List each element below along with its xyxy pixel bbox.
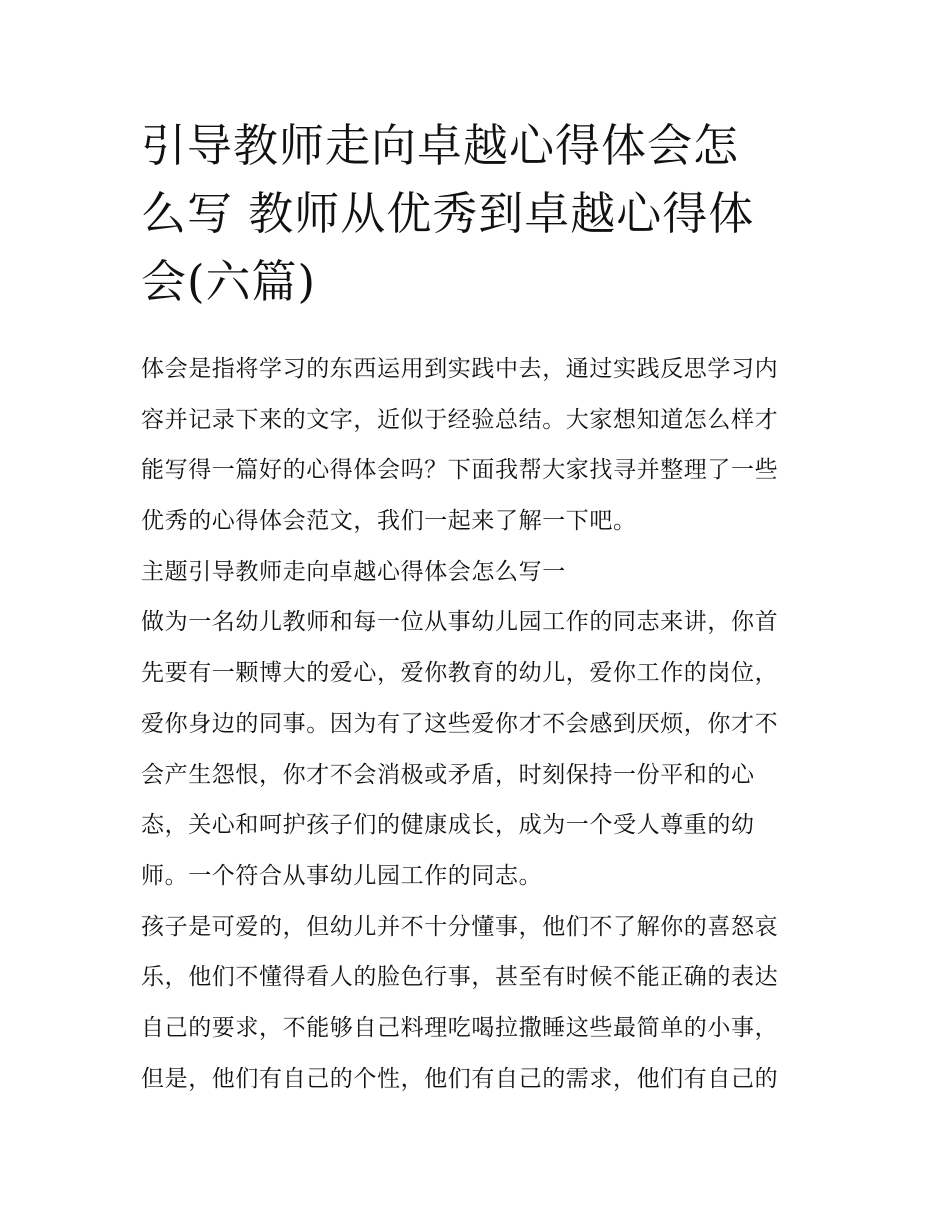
text-line: 师。一个符合从事幼儿园工作的同志。 bbox=[141, 862, 543, 889]
text-line: 爱你身边的同事。因为有了这些爱你才不会感到厌烦，你才不 bbox=[141, 710, 779, 737]
text-line: 孩子是可爱的，但幼儿并不十分懂事，他们不了解你的喜怒哀 bbox=[141, 913, 779, 940]
text-line: 优秀的心得体会范文，我们一起来了解一下吧。 bbox=[141, 508, 637, 535]
text-line: 先要有一颗博大的爱心，爱你教育的幼儿，爱你工作的岗位， bbox=[141, 660, 779, 687]
text-line: 自己的要求，不能够自己料理吃喝拉撒睡这些最简单的小事， bbox=[141, 1014, 779, 1041]
text-line: 态，关心和呵护孩子们的健康成长，成为一个受人尊重的幼 bbox=[141, 812, 755, 839]
document-title bbox=[141, 112, 813, 316]
title-line: 会(六篇) bbox=[141, 255, 317, 308]
document-body bbox=[141, 344, 813, 1104]
text-line: 容并记录下来的文字，近似于经验总结。大家想知道怎么样才 bbox=[141, 406, 779, 433]
text-line: 乐，他们不懂得看人的脸色行事，甚至有时候不能正确的表达 bbox=[141, 964, 779, 991]
text-line: 体会是指将学习的东西运用到实践中去，通过实践反思学习内 bbox=[141, 356, 779, 382]
title-line: 么写 教师从优秀到卓越心得体 bbox=[141, 187, 755, 240]
text-line: 能写得一篇好的心得体会吗？下面我帮大家找寻并整理了一些 bbox=[141, 457, 779, 484]
section-heading: 主题引导教师走向卓越心得体会怎么写一 bbox=[141, 558, 566, 585]
title-line: 引导教师走向卓越心得体会怎 bbox=[141, 119, 740, 172]
document-content bbox=[141, 112, 813, 1104]
text-line: 做为一名幼儿教师和每一位从事幼儿园工作的同志来讲，你首 bbox=[141, 609, 779, 636]
text-line: 会产生怨恨，你才不会消极或矛盾，时刻保持一份平和的心 bbox=[141, 761, 755, 788]
text-line: 但是，他们有自己的个性，他们有自己的需求，他们有自己的 bbox=[141, 1065, 779, 1092]
